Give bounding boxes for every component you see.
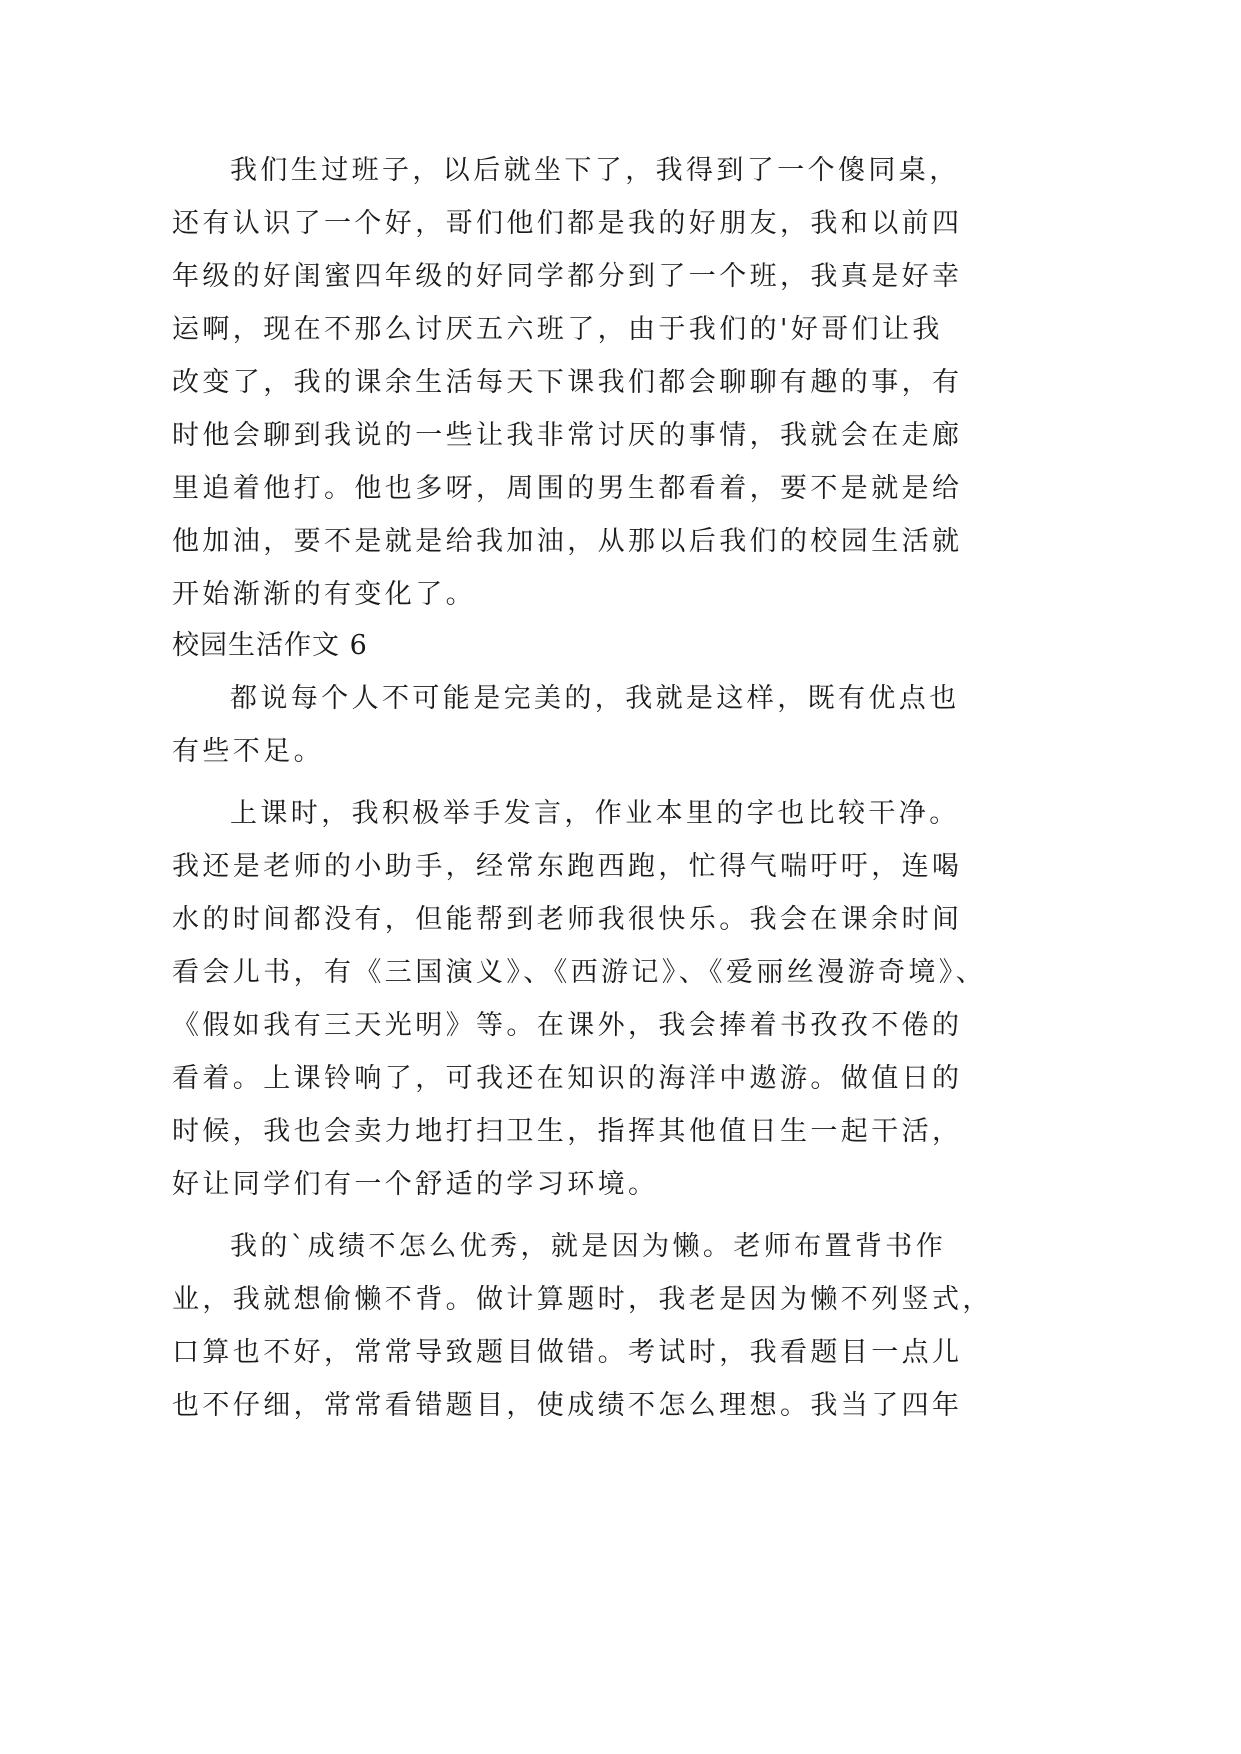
paragraph-line: 有些不足。 (172, 736, 324, 767)
paragraph-line: 业，我就想偷懒不背。做计算题时，我老是因为懒不列竖式， (172, 1284, 993, 1315)
paragraph-line: 我还是老师的小助手，经常东跑西跑，忙得气喘吁吁，连喝 (172, 851, 963, 882)
paragraph-line: 看会儿书，有《三国演义》、《西游记》、《爱丽丝漫游奇境》、 (172, 957, 987, 988)
paragraph-line: 《假如我有三天光明》等。在课外，我会捧着书孜孜不倦的 (172, 1010, 963, 1041)
paragraph-line: 运啊，现在不那么讨厌五六班了，由于我们的'好哥们让我 (172, 314, 943, 345)
section-heading: 校园生活作文 6 (172, 630, 368, 661)
paragraph-line: 时他会聊到我说的一些让我非常讨厌的事情，我就会在走廊 (172, 420, 963, 451)
paragraph-line: 都说每个人不可能是完美的，我就是这样，既有优点也 (230, 683, 960, 714)
paragraph-line: 改变了，我的课余生活每天下课我们都会聊聊有趣的事，有 (172, 367, 963, 398)
paragraph-line: 口算也不好，常常导致题目做错。考试时，我看题目一点儿 (172, 1337, 963, 1368)
paragraph-line: 水的时间都没有，但能帮到老师我很快乐。我会在课余时间 (172, 904, 963, 935)
paragraph-line: 我们生过班子，以后就坐下了，我得到了一个傻同桌， (230, 155, 960, 186)
paragraph-line: 上课时，我积极举手发言，作业本里的字也比较干净。 (230, 798, 960, 829)
paragraph-line: 开始渐渐的有变化了。 (172, 579, 476, 610)
paragraph-line: 年级的好闺蜜四年级的好同学都分到了一个班，我真是好幸 (172, 261, 963, 292)
paragraph-line: 好让同学们有一个舒适的学习环境。 (172, 1169, 659, 1200)
paragraph-line: 也不仔细，常常看错题目，使成绩不怎么理想。我当了四年 (172, 1390, 963, 1421)
paragraph-line: 看着。上课铃响了，可我还在知识的海洋中遨游。做值日的 (172, 1063, 963, 1094)
paragraph-line: 还有认识了一个好，哥们他们都是我的好朋友，我和以前四 (172, 208, 963, 239)
paragraph-line: 时候，我也会卖力地打扫卫生，指挥其他值日生一起干活， (172, 1116, 963, 1147)
paragraph-line: 我的`成绩不怎么优秀，就是因为懒。老师布置背书作 (230, 1231, 947, 1262)
paragraph-line: 他加油，要不是就是给我加油，从那以后我们的校园生活就 (172, 526, 963, 557)
paragraph-line: 里追着他打。他也多呀，周围的男生都看着，要不是就是给 (172, 473, 963, 504)
